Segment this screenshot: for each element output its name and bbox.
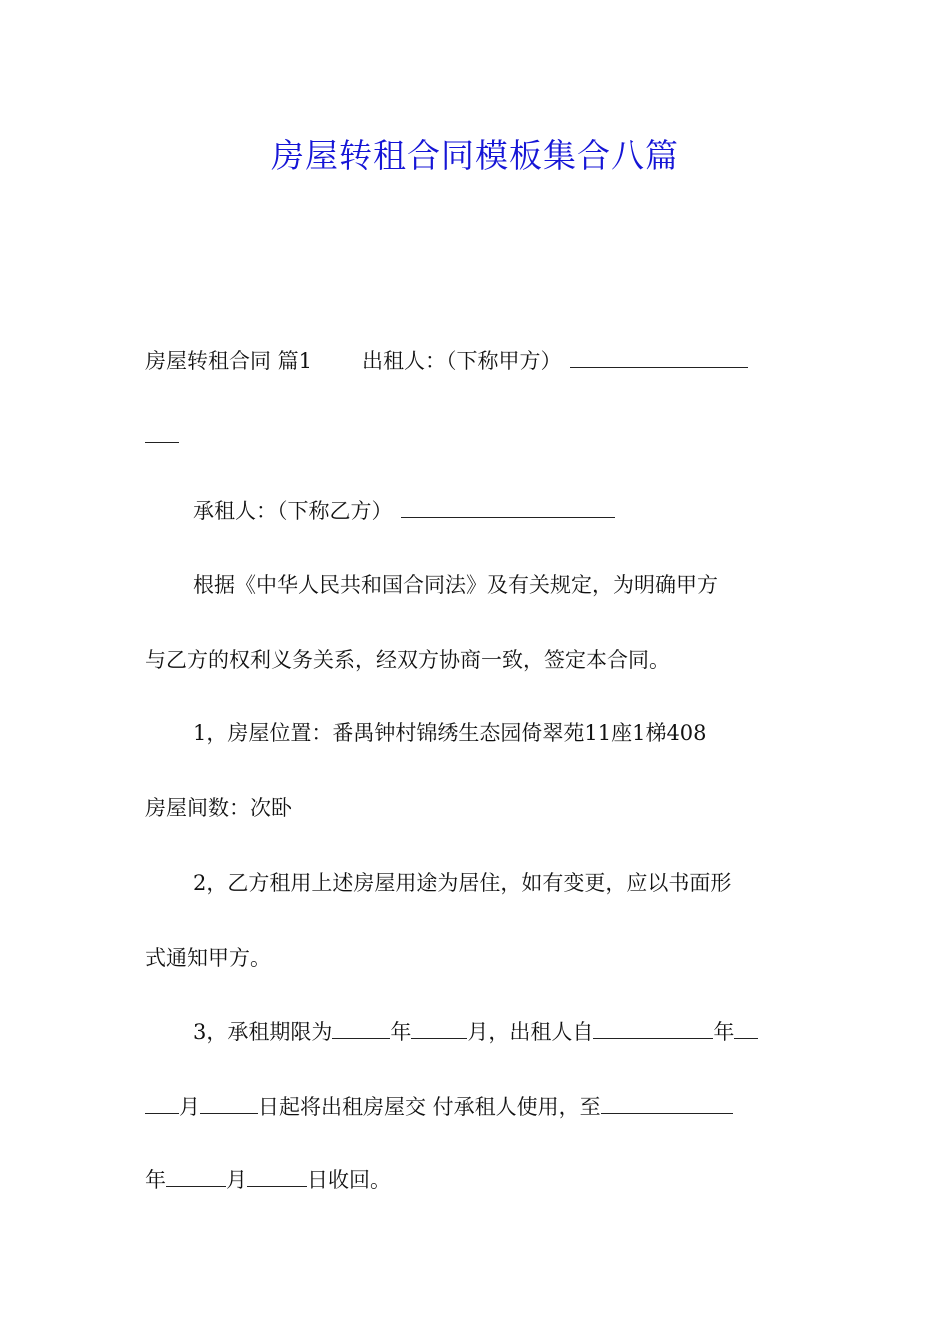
return-text: 日收回。 xyxy=(307,1168,391,1192)
paragraph-line xyxy=(145,345,810,376)
years-blank xyxy=(332,1016,390,1039)
paragraph-line: 式通知甲方。 xyxy=(145,946,271,970)
start-month-blank-continued xyxy=(145,1091,179,1114)
start-month-blank xyxy=(734,1016,758,1039)
months-blank xyxy=(411,1016,467,1039)
month-unit: 月 xyxy=(179,1095,200,1119)
end-day-blank xyxy=(247,1164,307,1187)
term-label: 3，承租期限为 xyxy=(193,1020,333,1044)
paragraph-line xyxy=(145,420,810,451)
lessee-label: 承租人：（下称乙方） xyxy=(193,499,393,523)
paragraph-line: 与乙方的权利义务关系，经双方协商一致，签定本合同。 xyxy=(145,648,670,672)
year-unit: 年 xyxy=(390,1020,412,1044)
start-year-blank xyxy=(593,1016,713,1039)
lessee-blank xyxy=(401,495,615,518)
delivery-text: 日起将出租房屋交 付承租人使用，至 xyxy=(258,1095,601,1119)
paragraph-line xyxy=(145,1091,810,1122)
paragraph-line: 根据《中华人民共和国合同法》及有关规定，为明确甲方 xyxy=(193,573,718,597)
lessor-blank-continued xyxy=(145,420,179,443)
year-unit: 年 xyxy=(145,1168,166,1192)
end-month-blank xyxy=(166,1164,226,1187)
start-label: 月，出租人自 xyxy=(467,1020,594,1044)
month-unit: 月 xyxy=(226,1168,247,1192)
paragraph-line: 1，房屋位置：番禺钟村锦绣生态园倚翠苑11座1梯408 xyxy=(193,721,707,745)
lessor-label: 出租人：（下称甲方） xyxy=(362,349,562,373)
section-heading: 房屋转租合同 篇1 xyxy=(145,349,313,373)
end-year-blank xyxy=(601,1091,733,1114)
paragraph-line: 2，乙方租用上述房屋用途为居住，如有变更，应以书面形 xyxy=(193,871,732,895)
paragraph-line xyxy=(145,1164,810,1195)
lessor-blank xyxy=(570,345,748,368)
year-unit: 年 xyxy=(713,1020,735,1044)
paragraph-line xyxy=(193,1016,858,1047)
document-title: 房屋转租合同模板集合八篇 xyxy=(271,136,679,175)
start-day-blank xyxy=(200,1091,258,1114)
paragraph-line xyxy=(193,495,858,526)
paragraph-line: 房屋间数：次卧 xyxy=(145,796,292,820)
